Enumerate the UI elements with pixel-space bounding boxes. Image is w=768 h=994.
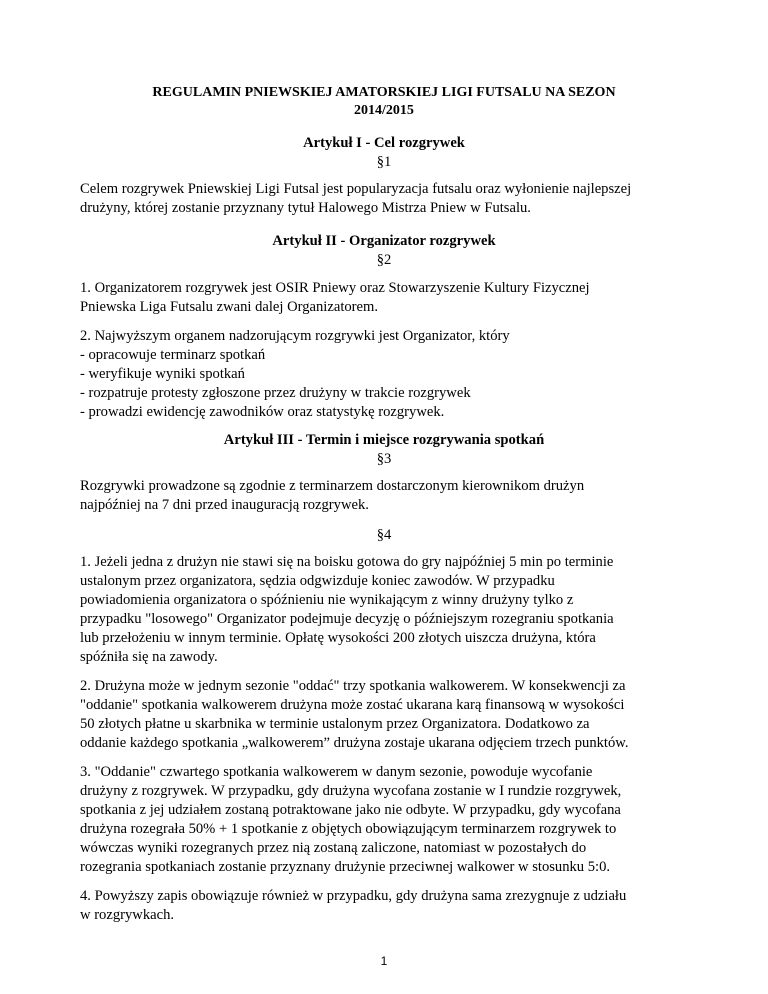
text-line: 50 złotych płatne u skarbnika w terminie ustalonym przez Organizatora. Dodatkowo za xyxy=(80,716,590,732)
section-4-paragraph-3 xyxy=(80,763,690,877)
text-line: Rozgrywki prowadzone są zgodnie z terminarzem dostarczonym kierownikom drużyn xyxy=(80,478,585,494)
article-3-heading: Artykuł III - Termin i miejsce rozgrywania spotkań xyxy=(223,432,545,448)
text-line: Celem rozgrywek Pniewskiej Ligi Futsal jest popularyzacja futsalu oraz wyłonienie najlepszej xyxy=(80,181,632,197)
text-line: spotkania z jej udziałem zostaną potraktowane jako nie odbyte. W przypadku, gdy wycofana xyxy=(80,802,621,818)
text-line: ustalonym przez organizatora, sędzia odgwizduje koniec zawodów. W przypadku xyxy=(80,573,555,589)
text-line: drużyny, której zostanie przyznany tytuł Halowego Mistrza Pniew w Futsalu. xyxy=(80,200,531,216)
section-4-paragraph-2 xyxy=(80,677,690,753)
list-item: - weryfikuje wyniki spotkań xyxy=(80,366,245,382)
article-2-paragraph-1 xyxy=(80,279,690,317)
list-item: - prowadzi ewidencję zawodników oraz statystykę rozgrywek. xyxy=(80,404,445,420)
article-1-heading: Artykuł I - Cel rozgrywek xyxy=(303,135,465,151)
text-line: w rozgrywkach. xyxy=(80,907,175,923)
text-line: 3. "Oddanie" czwartego spotkania walkowerem w danym sezonie, powoduje wycofanie xyxy=(80,764,593,780)
text-line: oddanie każdego spotkania „walkowerem” drużyna zostaje ukarana odjęciem trzech punktów. xyxy=(80,735,629,751)
text-line: powiadomienia organizatora o spóźnieniu nie wynikającym z winny drużyny tylko z xyxy=(80,592,574,608)
text-line: rozegrania spotkaniach zostanie przyznany drużynie przeciwnej walkower w stosunku 5:0. xyxy=(80,859,611,875)
section-4-paragraph-1 xyxy=(80,553,690,667)
text-line: 1. Jeżeli jedna z drużyn nie stawi się na boisku gotowa do gry najpóźniej 5 min po terminie xyxy=(80,554,614,570)
text-line: lub przełożeniu w innym terminie. Opłatę wysokości 200 złotych uiszcza drużyna, która xyxy=(80,630,596,646)
article-2-paragraph-2 xyxy=(80,327,690,422)
document-title xyxy=(80,84,688,120)
title-line: 2014/2015 xyxy=(354,103,414,118)
text-line: przypadku "losowego" Organizator podejmuje decyzję o późniejszym rozegraniu spotkania xyxy=(80,611,614,627)
section-1-marker: §1 xyxy=(376,154,392,170)
text-line: Pniewska Liga Futsalu zwani dalej Organizatorem. xyxy=(80,299,379,315)
text-line: 4. Powyższy zapis obowiązuje również w przypadku, gdy drużyna sama zrezygnuje z udziału xyxy=(80,888,627,904)
text-line: wówczas wyniki rozegranych przez nią zostaną zaliczone, natomiast w pozostałych do xyxy=(80,840,587,856)
section-3-marker: §3 xyxy=(376,451,392,467)
section-3-paragraph xyxy=(80,477,690,515)
section-4-marker: §4 xyxy=(376,527,392,543)
text-line: 2. Drużyna może w jednym sezonie "oddać" trzy spotkania walkowerem. W konsekwencji za xyxy=(80,678,626,694)
page-number: 1 xyxy=(380,954,388,968)
list-item: - rozpatruje protesty zgłoszone przez drużyny w trakcie rozgrywek xyxy=(80,385,471,401)
text-line: najpóźniej na 7 dni przed inauguracją rozgrywek. xyxy=(80,497,369,513)
section-2-marker: §2 xyxy=(376,252,392,268)
text-line: drużyna rozegrała 50% + 1 spotkanie z objętych obowiązującym terminarzem rozgrywek to xyxy=(80,821,617,837)
text-line: spóźniła się na zawody. xyxy=(80,649,218,665)
text-line: drużyny z rozgrywek. W przypadku, gdy drużyna wycofana zostanie w I rundzie rozgrywek, xyxy=(80,783,622,799)
section-4-paragraph-4 xyxy=(80,887,690,925)
list-item: - opracowuje terminarz spotkań xyxy=(80,347,266,363)
article-2-heading: Artykuł II - Organizator rozgrywek xyxy=(272,233,496,249)
title-line: REGULAMIN PNIEWSKIEJ AMATORSKIEJ LIGI FUTSALU NA SEZON xyxy=(152,85,616,100)
text-line: "oddanie" spotkania walkowerem drużyna może zostać ukarana karą finansową w wysokości xyxy=(80,697,625,713)
article-1-paragraph xyxy=(80,180,690,218)
text-line: 1. Organizatorem rozgrywek jest OSIR Pniewy oraz Stowarzyszenie Kultury Fizycznej xyxy=(80,280,590,296)
text-line: 2. Najwyższym organem nadzorującym rozgrywki jest Organizator, który xyxy=(80,328,510,344)
